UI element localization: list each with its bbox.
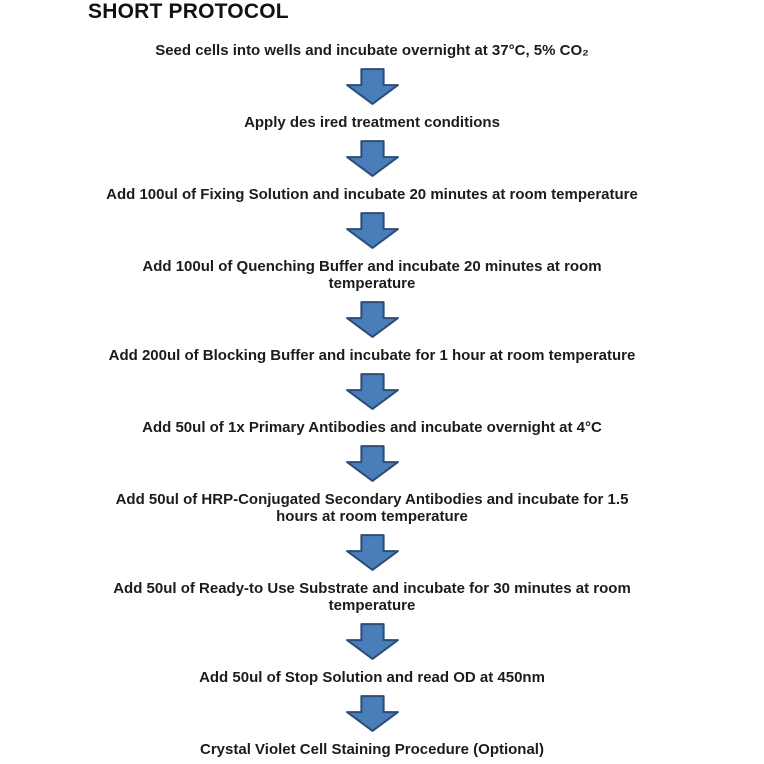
- down-arrow-icon: [344, 534, 401, 571]
- protocol-step-line: Add 50ul of Stop Solution and read OD at 450nm: [199, 669, 545, 686]
- down-arrow-icon: [344, 212, 401, 249]
- protocol-step-line: Add 50ul of Ready-to Use Substrate and incubate for 30 minutes at room: [113, 580, 631, 597]
- down-arrow-icon: [344, 373, 401, 410]
- protocol-step-text: [61, 741, 683, 758]
- protocol-step-line: Add 50ul of 1x Primary Antibodies and incubate overnight at 4°C: [142, 419, 602, 436]
- protocol-step-line: temperature: [328, 597, 416, 614]
- protocol-step-line: Add 100ul of Fixing Solution and incubate 20 minutes at room temperature: [106, 186, 638, 203]
- protocol-step-text: [61, 419, 683, 436]
- protocol-step-text: [61, 42, 683, 59]
- protocol-step-text: [61, 347, 683, 364]
- page-title: SHORT PROTOCOL: [88, 0, 289, 23]
- protocol-step-text: [61, 114, 683, 131]
- protocol-step-text: [61, 580, 683, 614]
- protocol-step-line: Crystal Violet Cell Staining Procedure (Optional): [200, 741, 544, 758]
- protocol-flowchart: [61, 42, 683, 758]
- protocol-step-line: hours at room temperature: [276, 508, 468, 525]
- protocol-step-line: Add 100ul of Quenching Buffer and incubate 20 minutes at room: [142, 258, 602, 275]
- down-arrow-icon: [344, 445, 401, 482]
- protocol-step-text: [61, 669, 683, 686]
- protocol-step-line: Add 50ul of HRP-Conjugated Secondary Antibodies and incubate for 1.5: [115, 491, 629, 508]
- down-arrow-icon: [344, 623, 401, 660]
- down-arrow-icon: [344, 68, 401, 105]
- protocol-step-text: [61, 186, 683, 203]
- protocol-step-line: temperature: [328, 275, 416, 292]
- protocol-step-line: Apply des ired treatment conditions: [244, 114, 500, 131]
- protocol-step-text: [61, 491, 683, 525]
- protocol-step-text: [61, 258, 683, 292]
- down-arrow-icon: [344, 301, 401, 338]
- down-arrow-icon: [344, 695, 401, 732]
- down-arrow-icon: [344, 140, 401, 177]
- protocol-step-line: Seed cells into wells and incubate overnight at 37°C, 5% CO₂: [155, 42, 589, 59]
- protocol-step-line: Add 200ul of Blocking Buffer and incubate for 1 hour at room temperature: [108, 347, 636, 364]
